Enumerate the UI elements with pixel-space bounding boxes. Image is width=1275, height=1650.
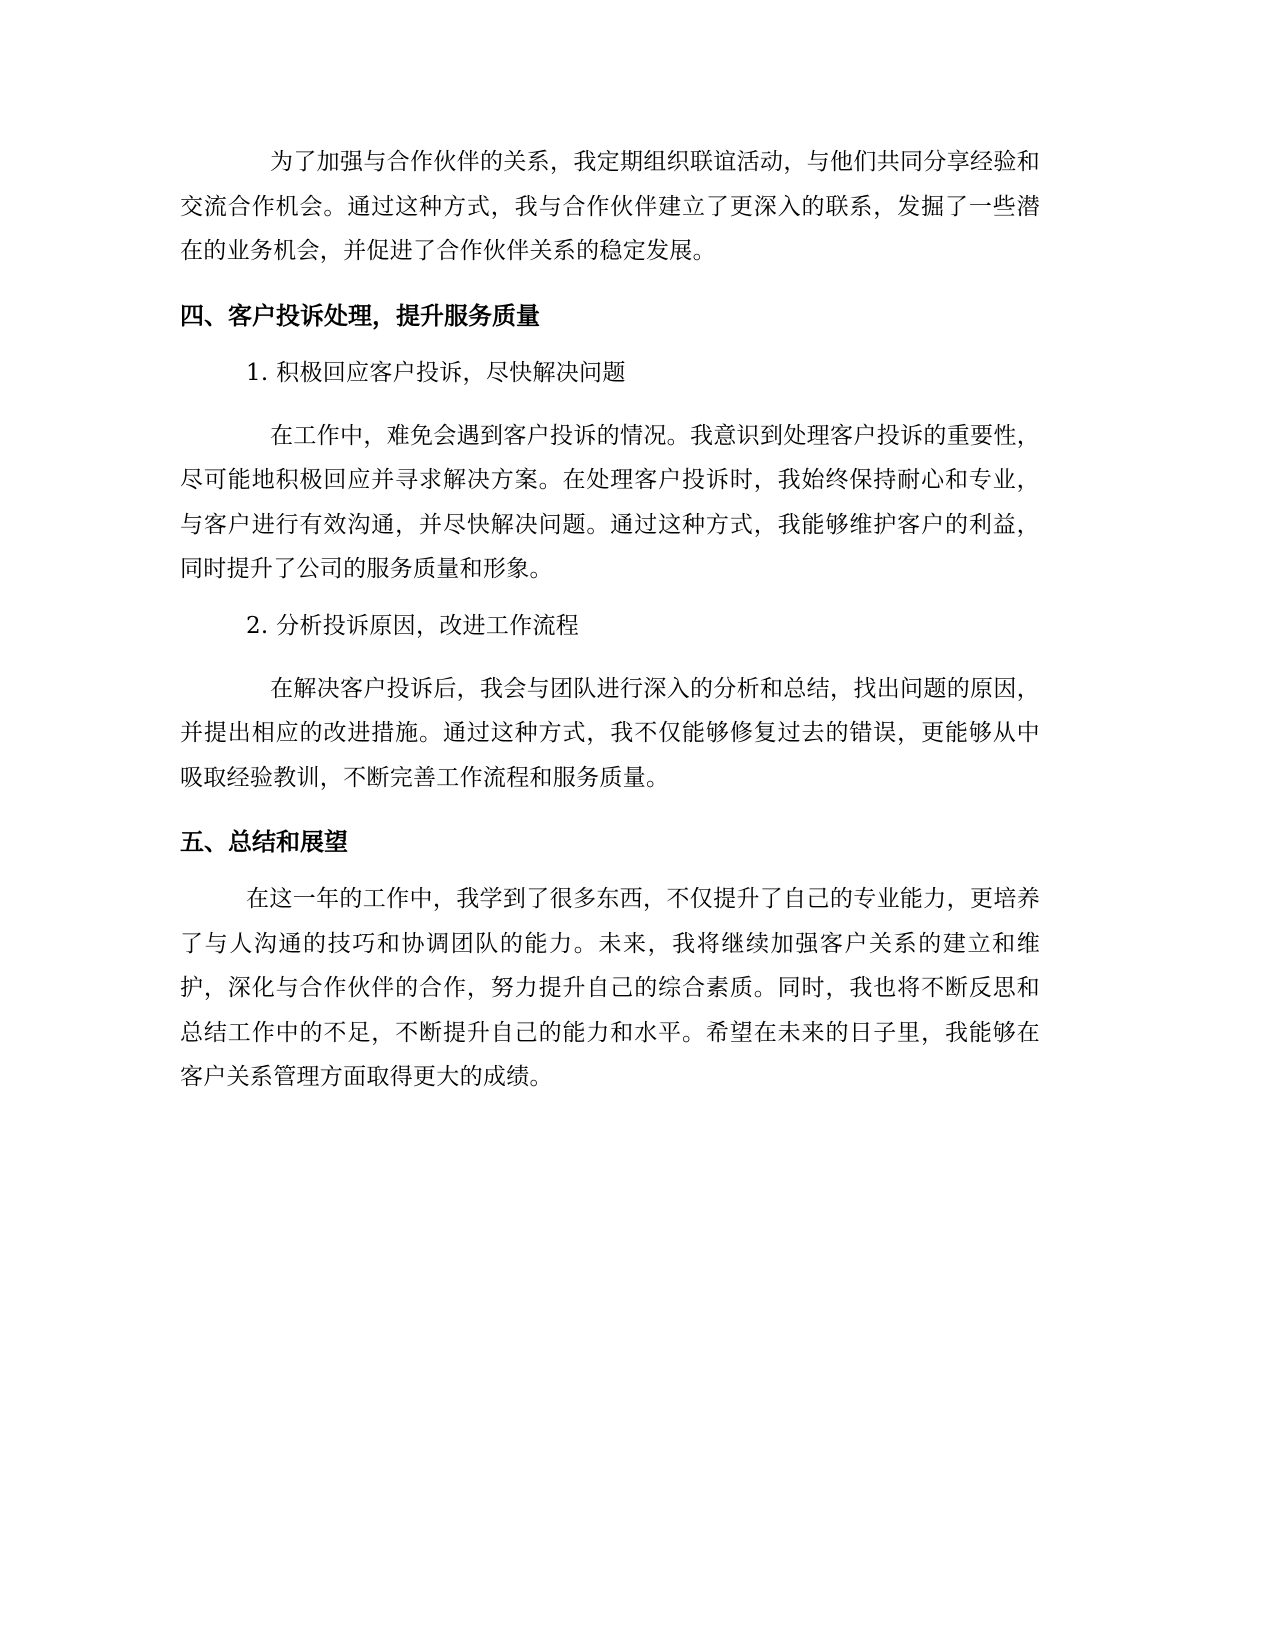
list-item-respond-complaints: 1. 积极回应客户投诉，尽快解决问题: [246, 359, 626, 386]
paragraph-summary-outlook: 在这一年的工作中，我学到了很多东西，不仅提升了自己的专业能力，更培养了与人沟通的技巧和协调团队的能力。未来，我将继续加强客户关系的建立和维护，深化与合作伙伴的合作，努力提升自己的综合素质。同时，我也将不断反思和总结工作中的不足，不断提升自己的能力和水平。希望在未来的日子里，我能够在客户关系管理方面取得更大的成绩。: [180, 886, 1040, 1090]
section-heading-summary: 五、总结和展望: [180, 828, 348, 856]
paragraph-partner-relations: 为了加强与合作伙伴的关系，我定期组织联谊活动，与他们共同分享经验和交流合作机会。通过这种方式，我与合作伙伴建立了更深入的联系，发掘了一些潜在的业务机会，并促进了合作伙伴关系的稳定发展。: [180, 149, 1040, 264]
list-item-analyze-causes: 2. 分析投诉原因，改进工作流程: [246, 612, 580, 639]
document-page: [180, 135, 1040, 1100]
paragraph-complaint-handling: 在工作中，难免会遇到客户投诉的情况。我意识到处理客户投诉的重要性，尽可能地积极回应并寻求解决方案。在处理客户投诉时，我始终保持耐心和专业，与客户进行有效沟通，并尽快解决问题。通过这种方式，我能够维护客户的利益，同时提升了公司的服务质量和形象。: [180, 422, 1040, 582]
paragraph-improvement: 在解决客户投诉后，我会与团队进行深入的分析和总结，找出问题的原因，并提出相应的改进措施。通过这种方式，我不仅能够修复过去的错误，更能够从中吸取经验教训，不断完善工作流程和服务质量。: [180, 675, 1040, 791]
section-heading-complaints: 四、客户投诉处理，提升服务质量: [180, 301, 540, 330]
